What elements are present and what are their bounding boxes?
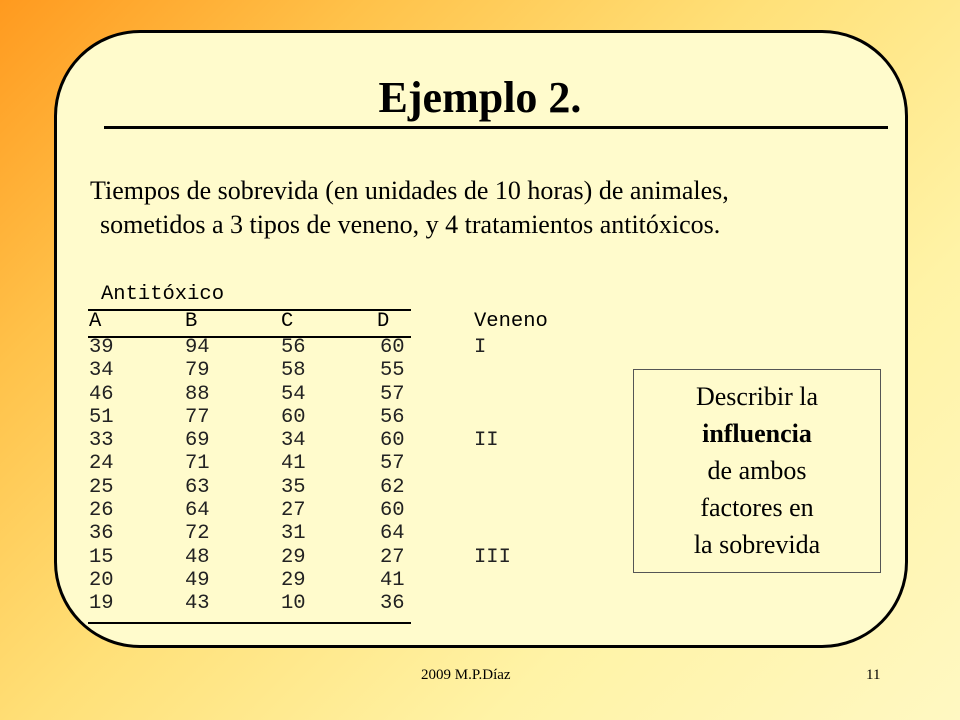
table-cell: 19 bbox=[89, 592, 114, 616]
table-cell: 94 bbox=[185, 336, 210, 359]
table-cell: 24 bbox=[89, 452, 114, 476]
table-cell: 43 bbox=[185, 592, 210, 616]
table-cell: 27 bbox=[281, 499, 306, 523]
instruction-line-2: influencia bbox=[702, 419, 812, 448]
table-cell: 29 bbox=[281, 568, 306, 592]
table-cell: 72 bbox=[185, 522, 210, 546]
table-cell: 10 bbox=[281, 592, 306, 616]
instruction-line-4: factores en bbox=[700, 493, 814, 522]
table-cell: 69 bbox=[185, 429, 210, 453]
table-cell: 35 bbox=[281, 475, 306, 499]
table-cell: 51 bbox=[89, 405, 114, 429]
header-underline bbox=[88, 336, 411, 338]
instruction-line-1: Describir la bbox=[695, 382, 818, 411]
table-cell: 20 bbox=[89, 568, 114, 592]
table-cell: 88 bbox=[185, 382, 210, 406]
table-cell: 58 bbox=[281, 359, 306, 383]
header-b: B bbox=[185, 310, 198, 333]
table-cell: 57 bbox=[380, 452, 405, 476]
table-cell: 57 bbox=[380, 382, 405, 406]
table-cell: 56 bbox=[380, 405, 405, 429]
instruction-box bbox=[633, 369, 881, 573]
antitoxico-group-label: Antitóxico bbox=[101, 283, 225, 306]
table-cell: 36 bbox=[89, 522, 114, 546]
table-cell: 64 bbox=[380, 522, 405, 546]
veneno-cell: III bbox=[474, 545, 511, 569]
table-cell: 25 bbox=[89, 475, 114, 499]
instruction-line-3: de ambos bbox=[707, 456, 807, 485]
table-cell: 36 bbox=[380, 592, 405, 616]
table-cell: 26 bbox=[89, 499, 114, 523]
table-cell: 33 bbox=[89, 429, 114, 453]
header-c: C bbox=[281, 310, 294, 333]
table-cell: 41 bbox=[281, 452, 306, 476]
table-cell: 77 bbox=[185, 405, 210, 429]
header-a: A bbox=[89, 310, 102, 333]
table-cell: 56 bbox=[281, 336, 306, 359]
table-cell: 29 bbox=[281, 545, 306, 569]
table-cell: 31 bbox=[281, 522, 306, 546]
table-cell: 48 bbox=[185, 545, 210, 569]
table-cell: 34 bbox=[281, 429, 306, 453]
table-cell: 49 bbox=[185, 568, 210, 592]
table-cell: 71 bbox=[185, 452, 210, 476]
table-bottom-rule bbox=[88, 622, 411, 624]
table-cell: 41 bbox=[380, 568, 405, 592]
table-cell: 79 bbox=[185, 359, 210, 383]
table-cell: 60 bbox=[380, 499, 405, 523]
table-cell: 54 bbox=[281, 382, 306, 406]
table-cell: 60 bbox=[380, 429, 405, 453]
intro-line-1: Tiempos de sobrevida (en unidades de 10 horas) de animales, bbox=[90, 176, 729, 205]
table-cell: 60 bbox=[380, 336, 405, 359]
table-cell: 62 bbox=[380, 475, 405, 499]
header-d: D bbox=[377, 310, 390, 333]
veneno-cell: I bbox=[474, 336, 487, 359]
table-cell: 46 bbox=[89, 382, 114, 406]
slide-number: 11 bbox=[866, 667, 881, 683]
antitoxico-underline bbox=[88, 309, 411, 311]
table-cell: 63 bbox=[185, 475, 210, 499]
table-cell: 34 bbox=[89, 359, 114, 383]
table-cell: 39 bbox=[89, 336, 114, 359]
table-cell: 55 bbox=[380, 359, 405, 383]
table-cell: 15 bbox=[89, 545, 114, 569]
title-underline bbox=[104, 126, 888, 129]
intro-line-2: sometidos a 3 tipos de veneno, y 4 tratamientos antitóxicos. bbox=[100, 210, 721, 239]
slide-title: Ejemplo 2. bbox=[378, 73, 582, 122]
footer-author: 2009 M.P.Díaz bbox=[421, 667, 511, 683]
table-cell: 64 bbox=[185, 499, 210, 523]
header-veneno: Veneno bbox=[474, 310, 548, 333]
veneno-cell: II bbox=[474, 429, 499, 453]
table-cell: 27 bbox=[380, 545, 405, 569]
table-cell: 60 bbox=[281, 405, 306, 429]
instruction-line-5: la sobrevida bbox=[693, 530, 821, 559]
